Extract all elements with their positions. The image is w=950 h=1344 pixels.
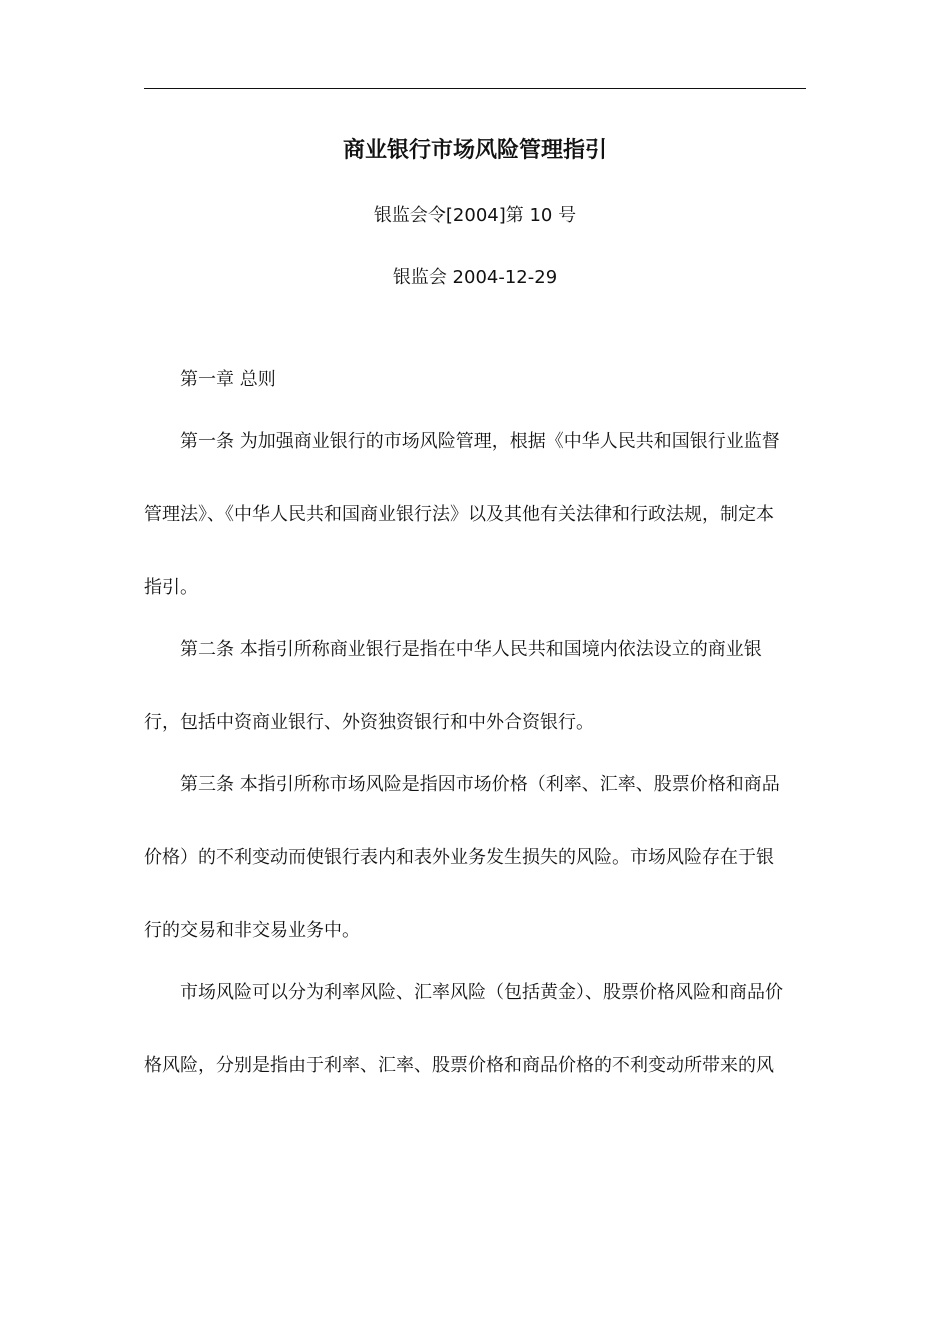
issuer-and-date: 银监会 2004-12-29 (392, 267, 558, 288)
document-body (144, 366, 806, 1114)
article-3-line-2: 价格）的不利变动而使银行表内和表外业务发生损失的风险。市场风险存在于银 (144, 847, 774, 868)
paragraph-4-line-2: 格风险，分别是指由于利率、汇率、股票价格和商品价格的不利变动所带来的风 (144, 1055, 774, 1076)
chapter-heading: 第一章 总则 (180, 369, 276, 390)
document-title: 商业银行市场风险管理指引 (342, 138, 607, 163)
article-1-line-1: 第一条 为加强商业银行的市场风险管理，根据《中华人民共和国银行业监督 (180, 431, 780, 452)
document-number: 银监会令[2004]第 10 号 (373, 205, 577, 226)
paragraph-4 (144, 979, 806, 1080)
article-3-line-3: 行的交易和非交易业务中。 (144, 920, 360, 941)
article-1 (144, 428, 806, 602)
article-2-line-2: 行，包括中资商业银行、外资独资银行和中外合资银行。 (144, 712, 594, 733)
paragraph-4-line-1: 市场风险可以分为利率风险、汇率风险（包括黄金）、股票价格风险和商品价 (180, 982, 783, 1003)
article-1-line-3: 指引。 (144, 577, 198, 598)
header-rule (144, 88, 806, 89)
article-2-line-1: 第二条 本指引所称商业银行是指在中华人民共和国境内依法设立的商业银 (180, 639, 762, 660)
article-3 (144, 771, 806, 945)
article-2 (144, 636, 806, 737)
article-1-line-2: 管理法》、《中华人民共和国商业银行法》以及其他有关法律和行政法规，制定本 (144, 504, 774, 525)
article-3-line-1: 第三条 本指引所称市场风险是指因市场价格（利率、汇率、股票价格和商品 (180, 774, 780, 795)
